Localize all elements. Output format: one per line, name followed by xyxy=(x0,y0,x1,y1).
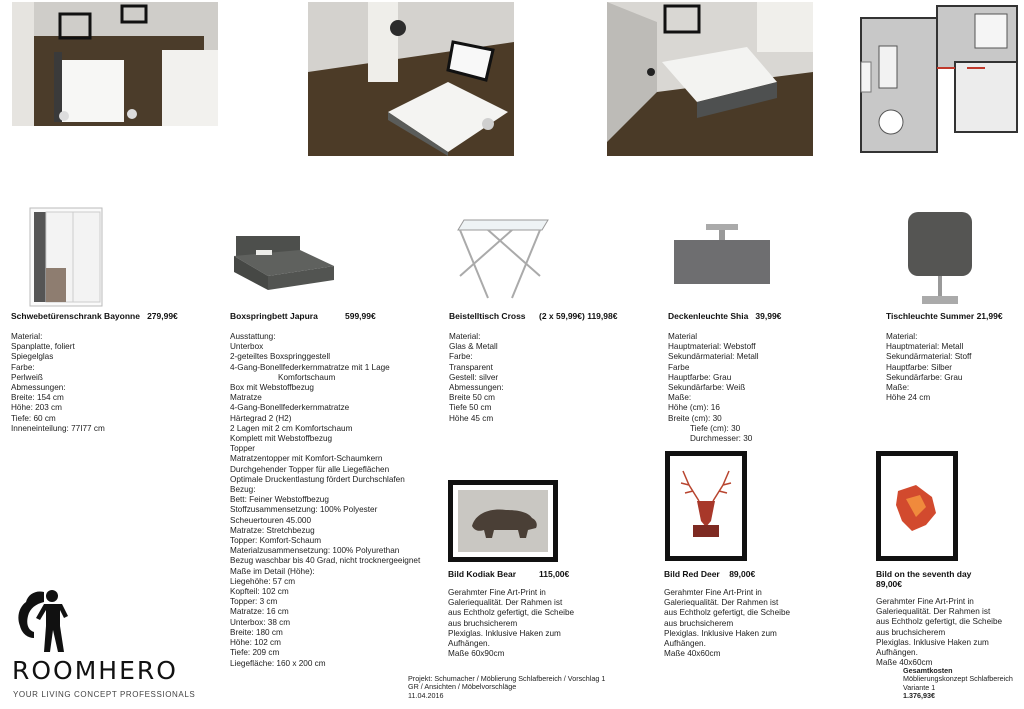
product-title-bed: Boxspringbett Japura 599,99€ xyxy=(230,311,376,321)
project-info: Projekt: Schumacher / Möblierung Schlafbereich / Vorschlag 1 GR / Ansichten / Möbelvorschläge 11.04.2016 xyxy=(408,674,606,700)
total-amount: 1.376,93€ xyxy=(903,691,935,701)
product-title-side-table: Beistelltisch Cross (2 x 59,99€) 119,98€ xyxy=(449,311,618,321)
boxspring-bed-image xyxy=(230,232,336,294)
price: 89,00€ xyxy=(876,579,902,589)
art-desc-red-deer: Gerahmter Fine Art-Print in Galeriequalität. Der Rahmen ist aus Echtholz gefertigt, die Scheibe aus bruchsicherem Plexiglas. Inklusive Haken zum Aufhängen. Maße 40x60cm xyxy=(664,588,791,659)
ceiling-lamp-image xyxy=(672,222,772,286)
room-render-perspective-2 xyxy=(607,2,813,156)
desc-bed: Ausstattung: Unterbox 2-geteiltes Boxspringgestell 4-Gang-Bonellfederkernmatratze mit 1 Lage Komfortschaum Box mit Webstoffbezug Matratze 4-Gang-Bonellfederkernmatratze Härtegrad 2 (H2) 2 Lagen mit 2 cm Komfortschaum Komplett mit Webstoffbezug Topper Matratzentopper mit Komfort-Schaumkern Durchgehender Topper für alle Liegeflächen Optimale Druckentlastung fördert Durchschlafen Bezug: Bett: Feiner Webstoffbezug Stoffzusammensetzung: 100% Polyester Scheuertouren 45.000 Matratze: Stretchbezug Topper: Komfort-Schaum Materialzusammensetzung: 100% Polyurethan Bezug waschbar bis 40 Grad, nicht trocknergeeignet Maße im Detail (Höhe): Liegehöhe: 57 cm Kopfteil: 102 cm Topper: 3 cm Matratze: 16 cm Unterbox: 38 cm Breite: 180 cm Höhe: 102 cm Tiefe: 209 cm Liegefläche: 160 x 200 cm xyxy=(230,332,421,668)
desc-side-table: Material: Glas & Metall Farbe: Transparent Gestell: silver Abmessungen: Breite 50 cm Tiefe 50 cm Höhe 45 cm xyxy=(449,332,504,423)
product-title-table-lamp: Tischleuchte Summer 21,99€ xyxy=(886,311,1003,321)
price: 599,99€ xyxy=(345,311,376,321)
side-table-image xyxy=(452,216,550,304)
logo-name: ROOMHERO xyxy=(12,656,178,685)
product-title-ceiling-lamp: Deckenleuchte Shia 39,99€ xyxy=(668,311,782,321)
price: 89,00€ xyxy=(729,569,756,579)
desc-table-lamp: Material: Hauptmaterial: Metall Sekundärmaterial: Stoff Hauptfarbe: Silber Sekundärfarbe: Grau Maße: Höhe 24 cm xyxy=(886,332,972,403)
art-title-red-deer: Bild Red Deer 89,00€ xyxy=(664,569,756,579)
price: 115,00€ xyxy=(539,569,570,579)
logo-tagline: YOUR LIVING CONCEPT PROFESSIONALS xyxy=(13,690,196,699)
price: 21,99€ xyxy=(976,311,1003,321)
art-desc-kodiak-bear: Gerahmter Fine Art-Print in Galeriequalität. Der Rahmen ist aus Echtholz gefertigt, die Scheibe aus bruchsicherem Plexiglas. Inklusive Haken zum Aufhängen. Maße 60x90cm xyxy=(448,588,575,659)
art-frame-red-deer xyxy=(665,451,747,561)
desc-ceiling-lamp: Material Hauptmaterial: Webstoff Sekundärmaterial: Metall Farbe Hauptfarbe: Grau Sekundärfarbe: Weiß Maße: Höhe (cm): 16 Breite (cm): 30 Tiefe (cm): 30 Durchmesser: 30 xyxy=(668,332,759,444)
wardrobe-image xyxy=(28,206,104,308)
desc-wardrobe: Material: Spanplatte, foliert Spiegelglas Farbe: Perlweiß Abmessungen: Breite: 154 cm Höhe: 203 cm Tiefe: 60 cm Inneneinteilung: 77I77 cm xyxy=(11,332,105,433)
art-title-kodiak-bear: Bild Kodiak Bear 115,00€ xyxy=(448,569,570,579)
hero-logo-icon xyxy=(14,586,80,658)
art-frame-kodiak-bear xyxy=(448,480,558,562)
price: (2 x 59,99€) 119,98€ xyxy=(539,311,618,321)
table-lamp-image xyxy=(904,208,976,308)
product-title-wardrobe: Schwebetürenschrank Bayonne 279,99€ xyxy=(11,311,178,321)
price: 279,99€ xyxy=(147,311,178,321)
floor-plan xyxy=(855,2,1020,156)
price: 39,99€ xyxy=(755,311,782,321)
art-desc-seventh-day: Gerahmter Fine Art-Print in Galeriequalität. Der Rahmen ist aus Echtholz gefertigt, die Scheibe aus bruchsicherem Plexiglas. Inklusive Haken zum Aufhängen. Maße 40x60cm xyxy=(876,597,1003,668)
room-render-perspective-1 xyxy=(308,2,514,156)
logo xyxy=(10,586,200,704)
room-render-top-view xyxy=(12,2,218,126)
total-cost: Gesamtkosten Möblierungskonzept Schlafbereich Variante 1 1.376,93€ xyxy=(903,666,1013,701)
art-title-seventh-day: Bild on the seventh day 89,00€ xyxy=(876,569,972,589)
art-frame-seventh-day xyxy=(876,451,958,561)
